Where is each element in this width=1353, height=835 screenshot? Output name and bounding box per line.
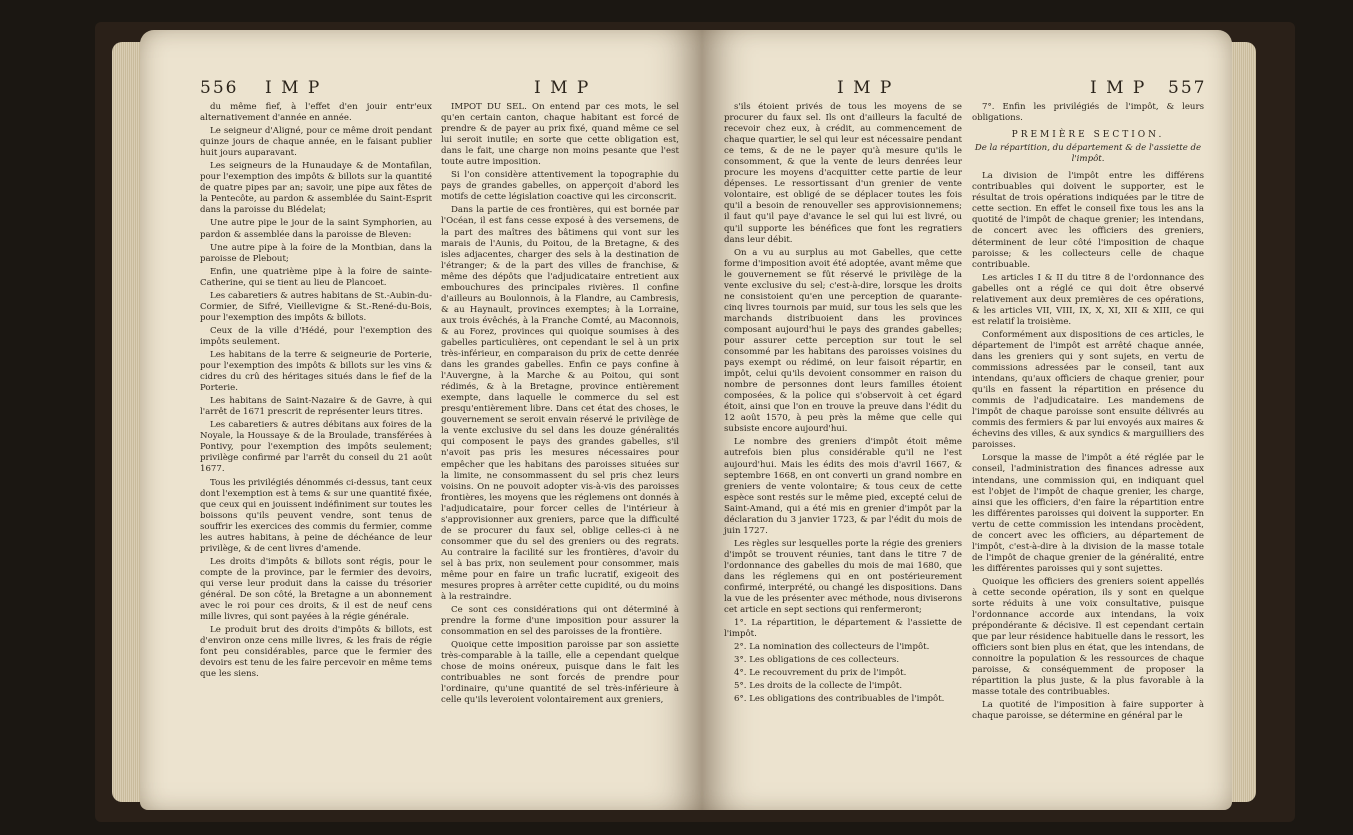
left-column-2: [441, 102, 679, 709]
section-title: PREMIÈRE SECTION.: [1011, 130, 1165, 141]
paragraph: On a vu au surplus au mot Gabelles, que cette forme d'imposition avoit été adoptée, avant même que le gouvernement se fût réservé le privilège de la vente exclusive du sel; c'est-à-dire, lorsque les droits ne consistoient qu'en une perception de quarante-cinq livres tournois par muid, sur tous les sels que les marchands distribuoient dans les provinces composant aujourd'hui le pays des grandes gabelles; pour assurer cette perception sur tout le sel consommé par les habitans des paroisses voisines du pays exempt ou rédimé, on leur faisoit répartir, en impôt, celui qu'ils devoient consommer en raison du nombre de personnes dont leurs familles étoient composées, & la police qui s'observoit à cet égard étoit, ainsi que l'on en trouve la preuve dans l'édit du 12 août 1570, à peu près la même que celle qui subsiste encore aujourd'hui.: [724, 247, 962, 435]
paragraph: Tous les privilégiés dénommés ci-dessus, tant ceux dont l'exemption est à tems & sur une quantité fixée, que ceux qui en jouissent indéfiniment sur toutes les boissons qu'ils peuvent vendre, sont tenus de souffrir les exercices des commis du fermier, comme les autres habitans, à peine de déchéance de leur privilège, & de cent livres d'amende.: [200, 477, 432, 554]
paragraph: 2°. La nomination des collecteurs de l'impôt.: [734, 642, 930, 653]
paragraph: Les habitans de Saint-Nazaire & de Gavre, à qui l'arrêt de 1671 prescrit de représenter leurs titres.: [200, 396, 432, 418]
right-column-2: [972, 102, 1204, 725]
paragraph: 4°. Le recouvrement du prix de l'impôt.: [734, 668, 907, 679]
paragraph: Dans la partie de ces frontières, qui est bornée par l'Océan, il est fans cesse exposé à des versemens, de la part des maîtres des bâtimens qui vont sur les marais de l'Aunis, du Poitou, de la Bretagne, & des isles adjacentes, charger des sels à la destination de l'étranger; & de la part des villes de franchise, & même des dépôts que l'adjudicataire entretient aux embouchures des principales rivières. Il confine d'ailleurs au Boulonnois, à la Flandre, au Cambresis, & au Haynault, provinces exemptes; à la Lorraine, aux trois évêchés, à la Franche Comté, au Maconnois, & au Forez, provinces qui quoique soumises à des gabelles particulières, ont cependant le sel à un prix très-inférieur, en comparaison du prix de cette denrée dans les grandes gabelles. Enfin ce pays confine à l'Auvergne, à la Marche & au Poitou, qui sont rédimés, & à la Bretagne, province entièrement exempte, dans laquelle le commerce du sel est presqu'entièrement libre. Dans cet état des choses, le gouvernement se seroit envain réservé le privilège de la vente exclusive du sel dans les douze généralités qui composent le pays des grandes gabelles, s'il n'avoit pas pris les mesures nécessaires pour empêcher que les habitans des paroisses situées sur la limite, ne consommassent du sel pris chez leurs voisins. On ne pouvoit adopter vis-à-vis des paroisses frontières, les moyens que les réglemens ont donnés à l'adjudicataire, pour forcer celles de l'intérieur à s'approvisionner aux greniers, parce que la difficulté de se procurer du faux sel, oblige celles-ci à ne consommer que du sel des greniers ou des regrats. Au contraire la facilité sur les frontières, d'avoir du sel à bas prix, non seulement pour consommer, mais même pour en faire un trafic lucratif, exigeoit des mesures propres à arrêter cette cupidité, ou du moins à la restraindre.: [441, 205, 679, 603]
section-subtitle: De la répartition, du département & de l'assiette de l'impôt.: [974, 143, 1202, 165]
right-page: [702, 30, 1232, 810]
paragraph: Ceux de la ville d'Hédé, pour l'exemption des impôts seulement.: [200, 325, 432, 347]
right-running-head: [702, 78, 1232, 104]
paragraph: Une autre pipe le jour de la saint Symphorien, au pardon & assemblée dans la paroisse de Bleven:: [200, 218, 432, 240]
left-column-1: [200, 102, 432, 682]
paragraph: La division de l'impôt entre les différens contribuables qui doivent le supporter, est le résultat de trois opérations indiquées par le titre de cette section. En effet le conseil fixe tous les ans la quotité de l'impôt de chaque grenier; les intendans, de concert avec les officiers des greniers, déterminent de leur côté l'imposition de chaque paroisse; & les collecteurs celle de chaque contribuable.: [972, 171, 1204, 270]
paragraph: Les règles sur lesquelles porte la régie des greniers d'impôt se trouvent réunies, tant dans le titre 7 de l'ordonnance des gabelles du mois de mai 1680, que dans les réglemens qui en ont postérieurement confirmé, interprété, ou changé les dispositions. Dans la vue de les présenter avec méthode, nous diviserons cet article en sept sections qui renfermeront;: [724, 538, 962, 616]
paragraph: Quoique cette imposition paroisse par son assiette très-comparable à la taille, elle a cependant quelque chose de moins onéreux, puisque dans le fait les contribuables ne sont forcés de prendre pour l'ordinaire, qu'une quantité de sel très-inférieure à celle qu'ils leveroient volontairement aux greniers,: [441, 640, 679, 706]
paragraph: Une autre pipe à la foire de la Montbian, dans la paroisse de Plebout;: [200, 242, 432, 264]
page-edges-right: [1230, 42, 1256, 802]
left-page: [140, 30, 702, 810]
left-head-word-1: I M P: [265, 78, 322, 98]
paragraph: Le nombre des greniers d'impôt étoit même autrefois bien plus considérable qu'il ne l'est aujourd'hui. Mais les édits des mois d'avril 1667, & septembre 1668, en ont converti un grand nombre en greniers de vente volontaire; & tous ceux de cette espèce sont restés sur le même pied, excepté celui de Saint-Amand, qui a été mis en grenier d'impôt par la déclaration du 3 janvier 1723, & par l'édit du mois de juin 1727.: [724, 437, 962, 536]
paragraph: Les droits d'impôts & billots sont régis, pour le compte de la province, par le fermier des devoirs, qui verse leur produit dans la caisse du trésorier général. De son côté, la Bretagne a un abonnement avec le roi pour ces droits, & il est de neuf cens mille livres, qui sont payées à la régie générale.: [200, 556, 432, 623]
paragraph: Les cabaretiers & autres débitans aux foires de la Noyale, la Houssaye & de la Broulade, transférées à Pontivy, pour l'exemption des impôts seulement; privilège confirmé par l'arrêt du conseil du 21 août 1677.: [200, 420, 432, 475]
right-head-word-1: I M P: [837, 78, 894, 98]
paragraph: 1°. La répartition, le département & l'assiette de l'impôt.: [724, 618, 962, 640]
paragraph: Si l'on considère attentivement la topographie du pays de grandes gabelles, on apperçoit d'abord les motifs de cette législation coactive qui les circonscrit.: [441, 170, 679, 203]
paragraph: 3°. Les obligations de ces collecteurs.: [734, 655, 900, 666]
left-running-head: [140, 78, 702, 104]
paragraph: Quoique les officiers des greniers soient appellés à cette seconde opération, ils y sont en quelque sorte réduits à une voix consultative, puisque l'ordonnance accorde aux intendans, la voix prépondérante & décisive. Il est cependant certain que par leur résidence habituelle dans le ressort, les officiers sont bien plus en état, que les intendans, de connoitre la population & les ressources de chaque paroisse, & conséquemment de proposer la répartition la plus juste, & la plus favorable à la masse totale des contribuables.: [972, 576, 1204, 698]
paragraph: Le seigneur d'Aligné, pour ce même droit pendant quinze jours de chaque année, en le faisant publier huit jours auparavant.: [200, 126, 432, 159]
paragraph: 5°. Les droits de la collecte de l'impôt.: [734, 681, 903, 692]
page-edges-left: [112, 42, 142, 802]
right-column-1: [724, 102, 962, 707]
left-page-number: 556: [200, 78, 239, 98]
paragraph: 6°. Les obligations des contribuables de l'impôt.: [734, 694, 945, 705]
right-col2-body: [972, 171, 1204, 722]
paragraph: Les seigneurs de la Hunaudaye & de Montafilan, pour l'exemption des impôts & billots sur la quantité de quatre pipes par an; savoir, une pipe aux fêtes de la Pentecôte, au pardon & assemblée du Saint-Esprit dans la paroisse du Blédelat;: [200, 161, 432, 216]
paragraph: Le produit brut des droits d'impôts & billots, est d'environ onze cens mille livres, & les frais de régie font peu considérables, parce que le fermier des devoirs est tenu de les faire percevoir en même tems que les siens.: [200, 625, 432, 680]
paragraph: s'ils étoient privés de tous les moyens de se procurer du faux sel. Ils ont d'ailleurs la faculté de recevoir chez eux, à crédit, au commencement de chaque quartier, le sel qui leur est nécessaire pendant ce tems, & de ne le payer qu'à mesure qu'ils le consomment, & que la vente de leurs denrées leur procure les moyens d'acquitter cette partie de leur dépenses. Le ressortissant d'un grenier de vente volontaire, est obligé de se déplacer toutes les fois qu'il a besoin de renouveller ses approvisionnemens; il faut qu'il paye d'avance le sel qui lui est livré, ou qu'il supporte les bénéfices que font les regratiers dans leur débit.: [724, 102, 962, 245]
paragraph: La quotité de l'imposition à faire supporter à chaque paroisse, se détermine en général par le: [972, 700, 1204, 722]
paragraph: Les habitans de la terre & seigneurie de Porterie, pour l'exemption des impôts & billots sur les vins & cidres du crû des héritages situés dans le fief de la Porterie.: [200, 349, 432, 394]
right-col2-intro: 7°. Enfin les privilégiés de l'impôt, & leurs obligations.: [972, 102, 1204, 124]
paragraph: Les articles I & II du titre 8 de l'ordonnance des gabelles ont a réglé ce qui doit être observé relativement aux deux premières de ces opérations, & les articles VII, VIII, IX, X, XI, XII & XIII, ce qui est relatif la troisième.: [972, 272, 1204, 327]
paragraph: Conformément aux dispositions de ces articles, le département de l'impôt est arrêté chaque année, dans les greniers qui y sont sujets, en vertu de commissions adressées par le conseil, tant aux intendans, qu'aux officiers de chaque grenier, pour qu'ils en fassent la répartition en présence du commis de l'adjudicataire. Les mandemens de l'impôt de chaque paroisse sont ensuite délivrés au commis des fermiers & par lui envoyés aux maires & échevins des villes, & aux syndics & marguilliers des paroisses.: [972, 329, 1204, 451]
paragraph: IMPOT DU SEL. On entend par ces mots, le sel qu'en certain canton, chaque habitant est forcé de prendre & de payer au prix fixé, quand même ce sel lui seroit inutile; en sorte que cette obligation est, dans le fait, une charge non moins pesante que l'est toute autre imposition.: [441, 102, 679, 168]
right-page-number: 557: [1168, 78, 1207, 98]
paragraph: Ce sont ces considérations qui ont déterminé à prendre la forme d'une imposition pour assurer la consommation en sel des paroisses de la frontière.: [441, 605, 679, 638]
right-head-word-2: I M P: [1090, 78, 1147, 98]
left-head-word-2: I M P: [534, 78, 591, 98]
paragraph: Les cabaretiers & autres habitans de St.-Aubin-du-Cormier, de Sifré, Vieillevigne & St.-René-du-Bois, pour l'exemption des impôts & billots.: [200, 290, 432, 323]
paragraph: Lorsque la masse de l'impôt a été réglée par le conseil, l'administration des finances adresse aux intendans, une commission qui, en indiquant quel est l'objet de l'impôt de chaque grenier, les charge, ainsi que les officiers, d'en faire la répartition entre les différentes paroisses qui doivent la supporter. En vertu de cette commission les intendans procèdent, de concert avec les officiers, au département de l'impôt, c'est-à-dire à la division de la masse totale de l'impôt de chaque grenier de la généralité, entre les différentes paroisses qui y sont sujettes.: [972, 453, 1204, 574]
paragraph: Enfin, une quatrième pipe à la foire de sainte-Catherine, qui se tient au lieu de Plancoet.: [200, 266, 432, 288]
paragraph: du même fief, à l'effet d'en jouir entr'eux alternativement d'année en année.: [200, 102, 432, 124]
